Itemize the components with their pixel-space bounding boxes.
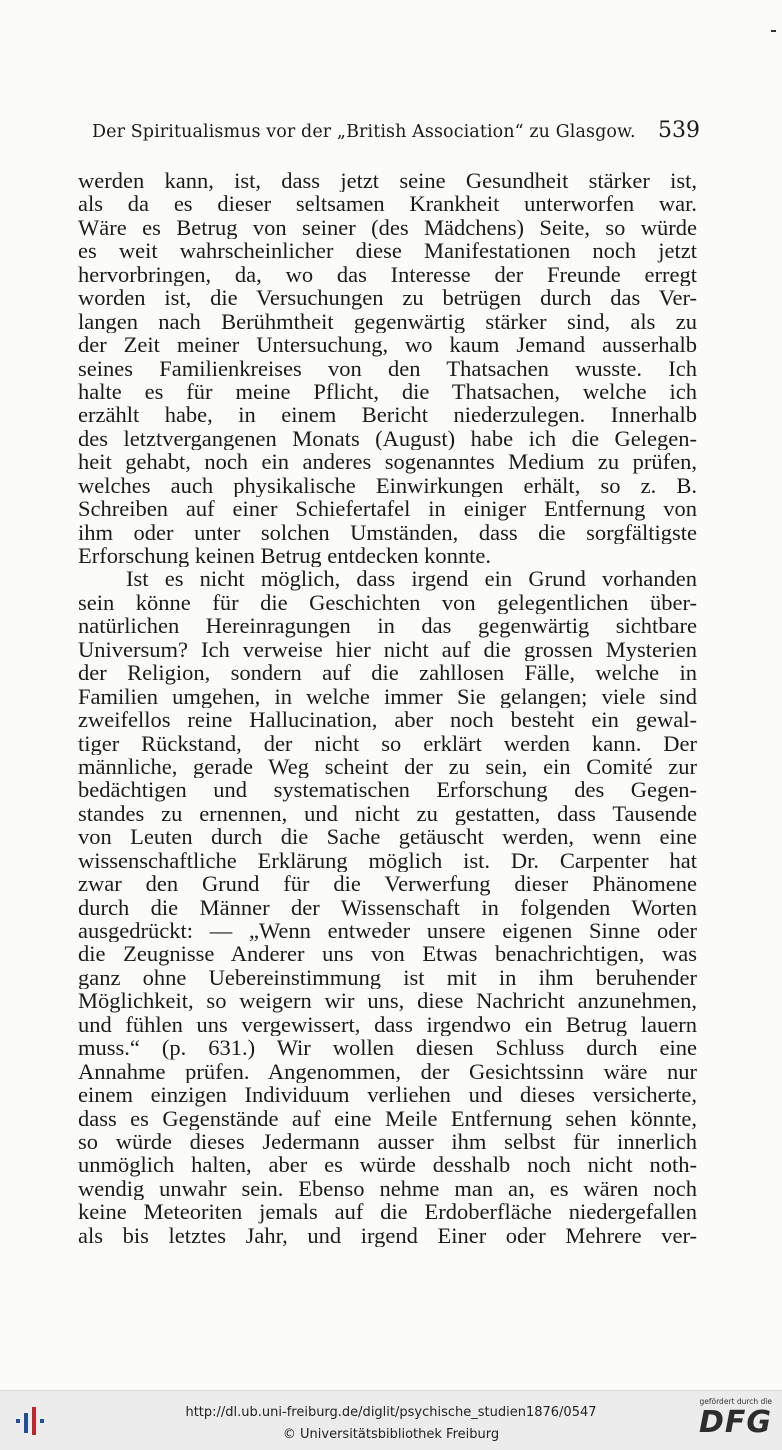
text-line: ausgedrückt: — „Wenn entweder unsere eigenen Sinne oder — [78, 919, 697, 943]
header-title: Der Spiritualismus vor der „British Association“ zu Glasgow. — [92, 122, 636, 142]
paragraph-first-line: Ist es nicht möglich, dass irgend ein Grund vorhanden — [126, 567, 697, 591]
text-line: werden kann, ist, dass jetzt seine Gesundheit stärker ist, — [78, 169, 697, 193]
text-line: von Leuten durch die Sache getäuscht werden, wenn eine — [78, 825, 697, 849]
text-line: keine Meteoriten jemals auf die Erdoberfläche niedergefallen — [78, 1200, 697, 1224]
text-line: Möglichkeit, so weigern wir uns, diese Nachricht anzunehmen, — [78, 989, 697, 1013]
text-line: so würde dieses Jedermann ausser ihm selbst für innerlich — [78, 1129, 697, 1154]
text-line: Universum? Ich verweise hier nicht auf die grossen Mysterien — [78, 637, 697, 662]
text-line: der Religion, sondern auf die zahllosen Fälle, welche in — [78, 661, 697, 685]
text-line: seines Familienkreises von den Thatsachen wusste. Ich — [78, 356, 697, 380]
text-line: hervorbringen, da, wo das Interesse der Freunde erregt — [78, 262, 697, 287]
text-line: Annahme prüfen. Angenommen, der Gesichtssinn wäre nur — [78, 1059, 697, 1084]
text-line: erzählt habe, in einem Bericht niederzulegen. Innerhalb — [78, 403, 697, 427]
text-line: standes zu ernennen, und nicht zu gestatten, dass Tausende — [78, 801, 697, 826]
text-line: männliche, gerade Weg scheint der zu sein, ein Comité zur — [78, 754, 697, 779]
text-line: als da es dieser seltsamen Krankheit unterworfen war. — [78, 192, 697, 216]
scan-mark — [771, 30, 776, 32]
text-line: die Zeugnisse Anderer uns von Etwas benachrichtigen, was — [78, 942, 697, 966]
text-line: muss.“ (p. 631.) Wir wollen diesen Schluss durch eine — [78, 1036, 697, 1060]
text-line: bedächtigen und systematischen Erforschung des Gegen- — [78, 778, 697, 802]
text-line: natürlichen Hereinragungen in das gegenwärtig sichtbare — [78, 614, 697, 638]
text-line: worden ist, die Versuchungen zu betrügen durch das Ver- — [78, 286, 697, 310]
text-line: welches auch physikalische Einwirkungen erhält, so z. B. — [78, 473, 697, 498]
text-line: langen nach Berühmtheit gegenwärtig stärker sind, als zu — [78, 309, 697, 334]
page-number: 539 — [658, 118, 700, 143]
text-line: des letztvergangenen Monats (August) habe ich die Gelegen- — [78, 426, 697, 451]
text-line: halte es für meine Pflicht, die Thatsachen, welche ich — [78, 379, 697, 404]
paragraph-last-line: Erforschung keinen Betrug entdecken konnte. — [78, 544, 491, 568]
text-line: wendig unwahr sein. Ebenso nehme man an, es wären noch — [78, 1176, 697, 1201]
source-url-link[interactable]: http://dl.ub.uni-freiburg.de/diglit/psychische_studien1876/0547 — [185, 1405, 597, 1420]
text-line: tiger Rückstand, der nicht so erklärt werden kann. Der — [78, 731, 697, 755]
text-line: Familien umgehen, in welche immer Sie gelangen; viele sind — [78, 684, 697, 709]
text-line: durch die Männer der Wissenschaft in folgenden Worten — [78, 895, 697, 919]
dfg-logo: DFG — [698, 1405, 772, 1440]
body-text — [78, 169, 697, 1247]
text-line: Wäre es Betrug von seiner (des Mädchens) Seite, so würde — [78, 215, 697, 240]
text-line: der Zeit meiner Untersuchung, wo kaum Jemand ausserhalb — [78, 333, 697, 357]
text-line: heit gehabt, noch ein anderes sogenanntes Medium zu prüfen, — [78, 450, 697, 474]
text-line: zweifellos reine Hallucination, aber noch besteht ein gewal- — [78, 708, 697, 732]
text-line: zwar den Grund für die Verwerfung dieser Phänomene — [78, 872, 697, 896]
text-line: und fühlen uns vergewissert, dass irgendwo ein Betrug lauern — [78, 1012, 697, 1037]
text-line: ganz ohne Uebereinstimmung ist mit in ihm beruhender — [78, 965, 697, 990]
running-header — [92, 118, 700, 148]
funding-note: gefördert durch die — [699, 1397, 772, 1406]
copyright-notice: © Universitätsbibliothek Freiburg — [282, 1427, 500, 1442]
text-line: Schreiben auf einer Schiefertafel in einiger Entfernung von — [78, 497, 697, 521]
text-line: unmöglich halten, aber es würde desshalb noch nicht noth- — [78, 1153, 697, 1177]
text-line: einem einzigen Individuum verliehen und dieses versicherte, — [78, 1083, 697, 1107]
text-line: wissenschaftliche Erklärung möglich ist. Dr. Carpenter hat — [78, 848, 697, 873]
text-line: dass es Gegenstände auf eine Meile Entfernung sehen könnte, — [78, 1106, 697, 1130]
text-line: ihm oder unter solchen Umständen, dass die sorgfältigste — [78, 520, 697, 544]
text-line: als bis letztes Jahr, und irgend Einer oder Mehrere ver- — [78, 1223, 697, 1248]
text-line: sein könne für die Geschichten von gelegentlichen über- — [78, 590, 697, 615]
viewer-footer — [0, 1390, 782, 1450]
text-line: es weit wahrscheinlicher diese Manifestationen noch jetzt — [78, 239, 697, 263]
